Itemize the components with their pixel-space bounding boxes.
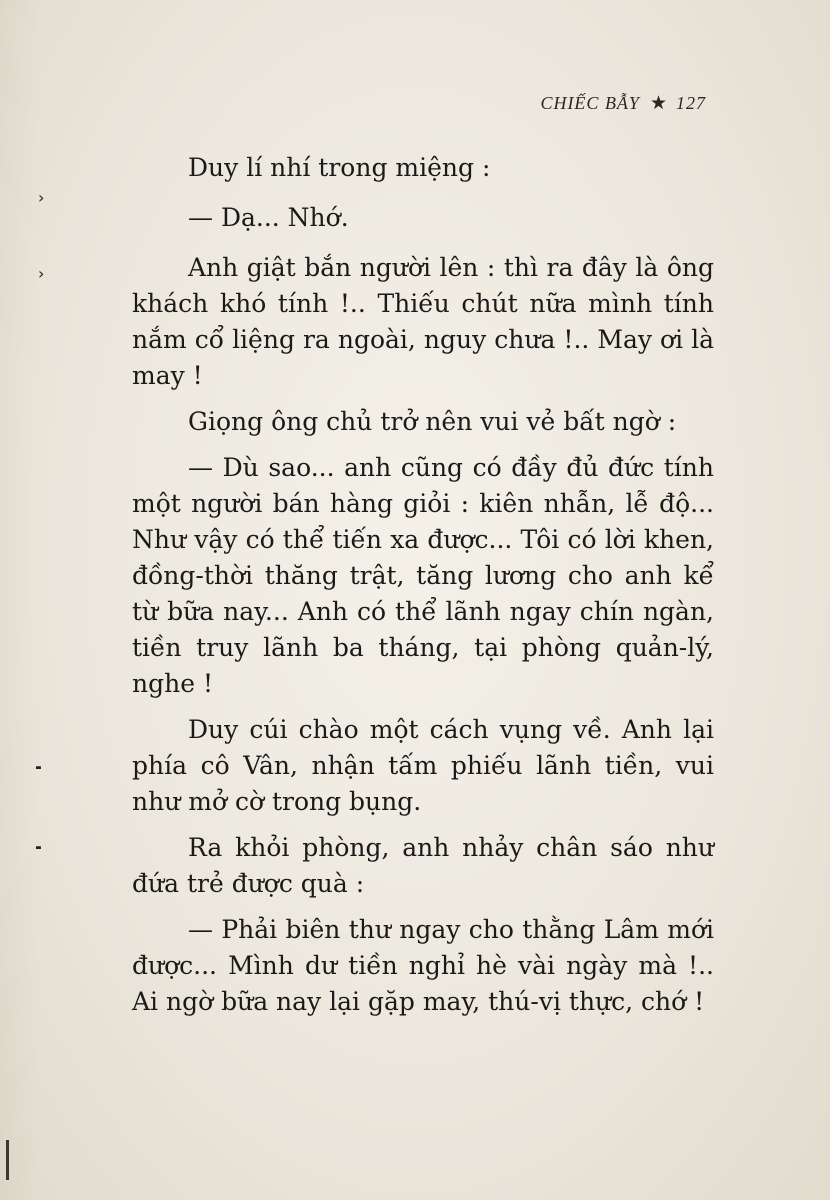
page-number: 127: [676, 93, 706, 113]
star-ornament: ★: [649, 93, 668, 114]
chapter-title: CHIẾC BẪY: [540, 93, 640, 113]
page-edge-mark: [6, 1140, 9, 1180]
paragraph: — Dạ... Nhớ.: [188, 203, 349, 232]
running-header: [540, 92, 706, 115]
paragraph: Anh giật bắn người lên : thì ra đây là ông khách khó tính !.. Thiếu chút nữa mình tính nắm cổ liệng ra ngoài, nguy chưa !.. May ơi là may !: [132, 253, 714, 390]
margin-mark-arrow-icon: ›: [38, 264, 45, 283]
body-text: [132, 150, 714, 1030]
margin-mark-tick-icon: ╸: [36, 838, 46, 857]
paragraph: Ra khỏi phòng, anh nhảy chân sáo như đứa trẻ được quà :: [132, 833, 714, 898]
margin-mark-arrow-icon: ›: [38, 188, 45, 207]
paragraph: Duy lí nhí trong miệng :: [188, 153, 491, 182]
paragraph: — Phải biên thư ngay cho thằng Lâm mới được... Mình dư tiền nghỉ hè vài ngày mà !.. Ai ngờ bữa nay lại gặp may, thú-vị thực, chớ !: [132, 915, 714, 1016]
paragraph: Duy cúi chào một cách vụng về. Anh lại phía cô Vân, nhận tấm phiếu lãnh tiền, vui như mở cờ trong bụng.: [132, 715, 714, 816]
paragraph: — Dù sao... anh cũng có đầy đủ đức tính một người bán hàng giỏi : kiên nhẫn, lễ độ... Như vậy có thể tiến xa được... Tôi có lời khen, đồng-thời thăng trật, tăng lương cho anh kể từ bữa nay... Anh có thể lãnh ngay chín ngàn, tiền truy lãnh ba tháng, tại phòng quản-lý, nghe !: [132, 453, 714, 698]
margin-mark-tick-icon: ╸: [36, 758, 46, 777]
paragraph: Giọng ông chủ trở nên vui vẻ bất ngờ :: [188, 407, 677, 436]
